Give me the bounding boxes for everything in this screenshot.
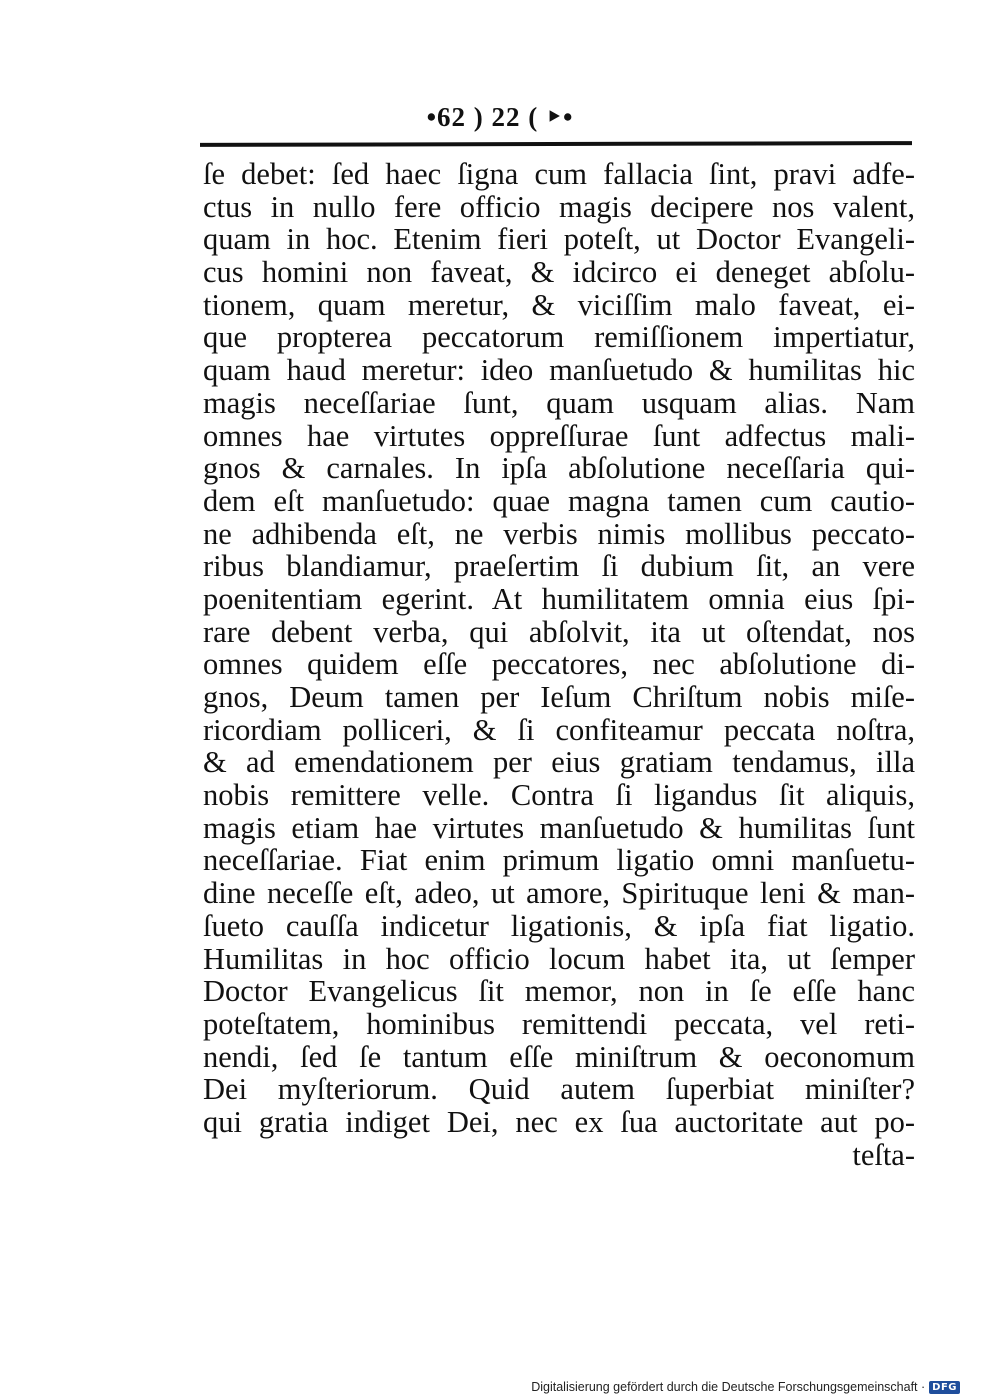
text-line: poteſtatem, hominibus remittendi peccata, vel reti- (203, 1006, 915, 1041)
text-line: ne adhibenda eſt, ne verbis nimis mollibus peccato- (203, 516, 915, 551)
header-rule (200, 141, 912, 147)
text-line: & ad emendationem per eius gratiam tendamus, illa (203, 745, 915, 780)
catchword: teſta- (852, 1137, 915, 1172)
text-line: dine neceſſe eſt, adeo, ut amore, Spirituque leni & man- (203, 876, 915, 911)
text-line: ctus in nullo fere officio magis decipere nos valent, (203, 189, 915, 224)
page-number-header: •62 ) 22 ( ‣• (426, 102, 574, 132)
text-line: omnes hae virtutes oppreſſurae ſunt adfectus mali- (203, 418, 915, 453)
text-line: cus homini non faveat, & idcirco ei deneget abſolu- (203, 255, 915, 290)
text-line: tionem, quam meretur, & viciſſim malo faveat, ei- (203, 287, 915, 322)
text-line: omnes quidem eſſe peccatores, nec abſolutione di- (203, 647, 915, 682)
text-line: Doctor Evangelicus ſit memor, non in ſe eſſe hanc (203, 974, 915, 1009)
text-line: quam haud meretur: ideo manſuetudo & humilitas hic (203, 353, 915, 388)
text-line: dem eſt manſuetudo: quae magna tamen cum cautio- (203, 483, 915, 518)
text-line: poenitentiam egerint. At humilitatem omnia eius ſpi- (203, 581, 915, 616)
text-line: quam in hoc. Etenim fieri poteſt, ut Doctor Evangeli- (203, 222, 915, 257)
text-line: que propterea peccatorum remiſſionem impertiatur, (203, 320, 915, 355)
text-line: gnos, Deum tamen per Ieſum Chriſtum nobis miſe- (203, 680, 915, 714)
text-line: neceſſariae. Fiat enim primum ligatio omni manſuetu- (203, 843, 915, 878)
text-line: Humilitas in hoc officio locum habet ita, ut ſemper (203, 941, 915, 976)
text-line: qui gratia indiget Dei, nec ex ſua auctoritate aut po- (203, 1104, 915, 1139)
dfg-logo: DFG (929, 1381, 960, 1394)
digitization-credit (531, 1380, 960, 1394)
text-line: gnos & carnales. In ipſa abſolutione neceſſaria qui- (203, 451, 915, 486)
credit-text: Digitalisierung gefördert durch die Deutsche Forschungsgemeinschaft · (531, 1380, 926, 1394)
text-line: ſueto cauſſa indicetur ligationis, & ipſa fiat ligatio. (203, 908, 915, 943)
text-line: nendi, ſed ſe tantum eſſe miniſtrum & oeconomum (203, 1039, 915, 1074)
body-text (203, 158, 915, 1171)
text-line: ribus blandiamur, praeſertim ſi dubium ſit, an vere (203, 549, 915, 584)
text-line: magis etiam hae virtutes manſuetudo & humilitas ſunt (203, 810, 915, 845)
text-line: ricordiam polliceri, & ſi confiteamur peccata noſtra, (203, 712, 915, 747)
text-line: nobis remittere velle. Contra ſi ligandus ſit aliquis, (203, 778, 915, 813)
text-line: rare debent verba, qui abſolvit, ita ut oſtendat, nos (203, 614, 915, 649)
text-line: magis neceſſariae ſunt, quam usquam alias. Nam (203, 385, 915, 420)
text-line: ſe debet: ſed haec ſigna cum fallacia ſint, pravi adfe- (203, 157, 915, 191)
text-line: Dei myſteriorum. Quid autem ſuperbiat miniſter? (203, 1072, 915, 1107)
